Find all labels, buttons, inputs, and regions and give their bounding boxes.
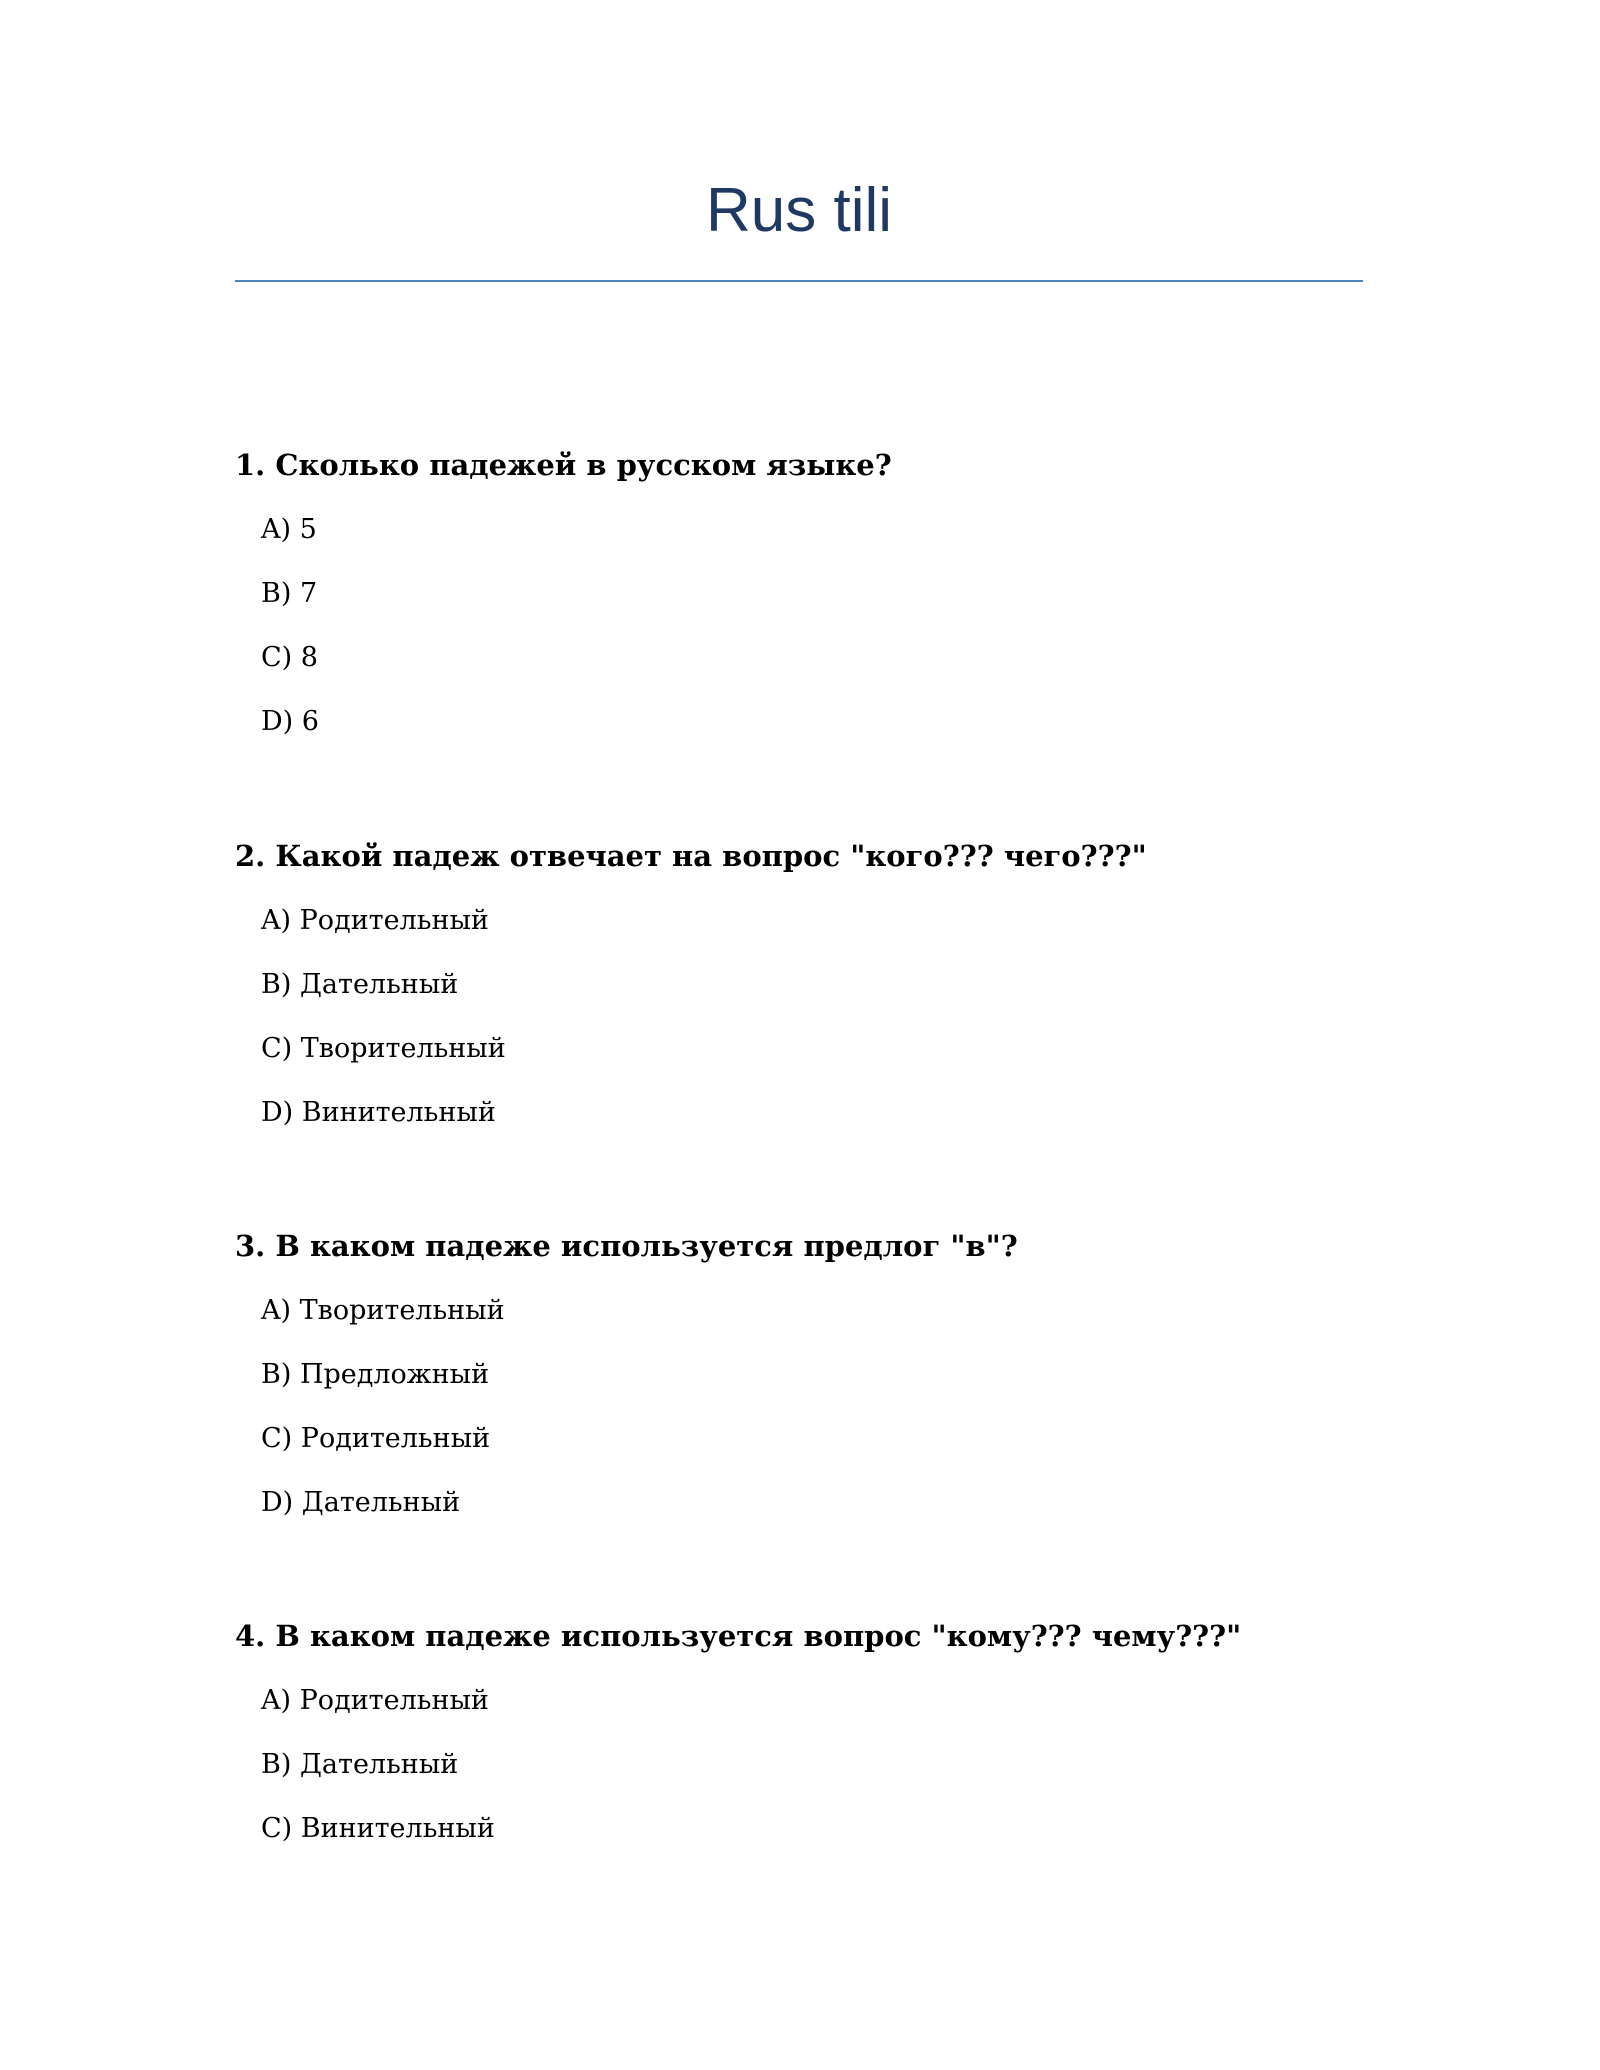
options-list bbox=[235, 902, 1363, 1158]
option-text: Дательный bbox=[299, 1749, 459, 1780]
option-text: Предложный bbox=[299, 1359, 490, 1390]
option-letter: A) bbox=[261, 905, 292, 936]
question-text: 4. В каком падеже используется вопрос "кому??? чему???" bbox=[235, 1619, 1242, 1653]
option-text: Родительный bbox=[299, 1685, 489, 1716]
option-b bbox=[261, 1746, 1363, 1810]
options-list bbox=[235, 1292, 1363, 1548]
option-text: Творительный bbox=[300, 1033, 506, 1064]
title-block bbox=[235, 176, 1363, 245]
option-a bbox=[261, 511, 1363, 575]
option-a bbox=[261, 1292, 1363, 1356]
option-text: Творительный bbox=[299, 1295, 505, 1326]
title-underline bbox=[235, 280, 1363, 282]
option-letter: A) bbox=[261, 1295, 292, 1326]
option-text: Дательный bbox=[299, 969, 459, 1000]
option-text: Родительный bbox=[299, 905, 489, 936]
options-list bbox=[235, 511, 1363, 767]
question-4 bbox=[235, 1616, 1363, 1874]
option-d bbox=[261, 703, 1363, 767]
option-a bbox=[261, 902, 1363, 966]
question-text: 3. В каком падеже используется предлог "в"? bbox=[235, 1229, 1018, 1263]
option-letter: C) bbox=[261, 1033, 293, 1064]
option-letter: C) bbox=[261, 642, 293, 673]
question-3 bbox=[235, 1226, 1363, 1548]
option-letter: C) bbox=[261, 1423, 293, 1454]
document-title: Rus tili bbox=[705, 176, 893, 245]
option-letter: B) bbox=[261, 1359, 292, 1390]
question-text: 1. Сколько падежей в русском языке? bbox=[235, 448, 892, 482]
option-text: 6 bbox=[301, 706, 319, 737]
option-b bbox=[261, 575, 1363, 639]
option-letter: B) bbox=[261, 578, 292, 609]
question-text: 2. Какой падеж отвечает на вопрос "кого??? чего???" bbox=[235, 839, 1147, 873]
option-c bbox=[261, 1810, 1363, 1874]
option-b bbox=[261, 966, 1363, 1030]
option-letter: D) bbox=[261, 1487, 294, 1518]
option-d bbox=[261, 1094, 1363, 1158]
option-b bbox=[261, 1356, 1363, 1420]
option-letter: B) bbox=[261, 969, 292, 1000]
option-letter: D) bbox=[261, 1097, 294, 1128]
option-letter: C) bbox=[261, 1813, 293, 1844]
option-letter: A) bbox=[261, 514, 292, 545]
option-c bbox=[261, 1420, 1363, 1484]
option-text: Винительный bbox=[300, 1813, 495, 1844]
options-list bbox=[235, 1682, 1363, 1874]
option-text: 7 bbox=[299, 578, 318, 609]
question-1 bbox=[235, 445, 1363, 767]
option-a bbox=[261, 1682, 1363, 1746]
option-letter: B) bbox=[261, 1749, 292, 1780]
question-2 bbox=[235, 836, 1363, 1158]
option-text: Винительный bbox=[301, 1097, 496, 1128]
option-text: Родительный bbox=[300, 1423, 491, 1454]
option-c bbox=[261, 1030, 1363, 1094]
option-c bbox=[261, 639, 1363, 703]
option-text: 8 bbox=[300, 642, 318, 673]
option-d bbox=[261, 1484, 1363, 1548]
option-letter: A) bbox=[261, 1685, 292, 1716]
option-letter: D) bbox=[261, 706, 294, 737]
option-text: 5 bbox=[299, 514, 317, 545]
option-text: Дательный bbox=[301, 1487, 461, 1518]
